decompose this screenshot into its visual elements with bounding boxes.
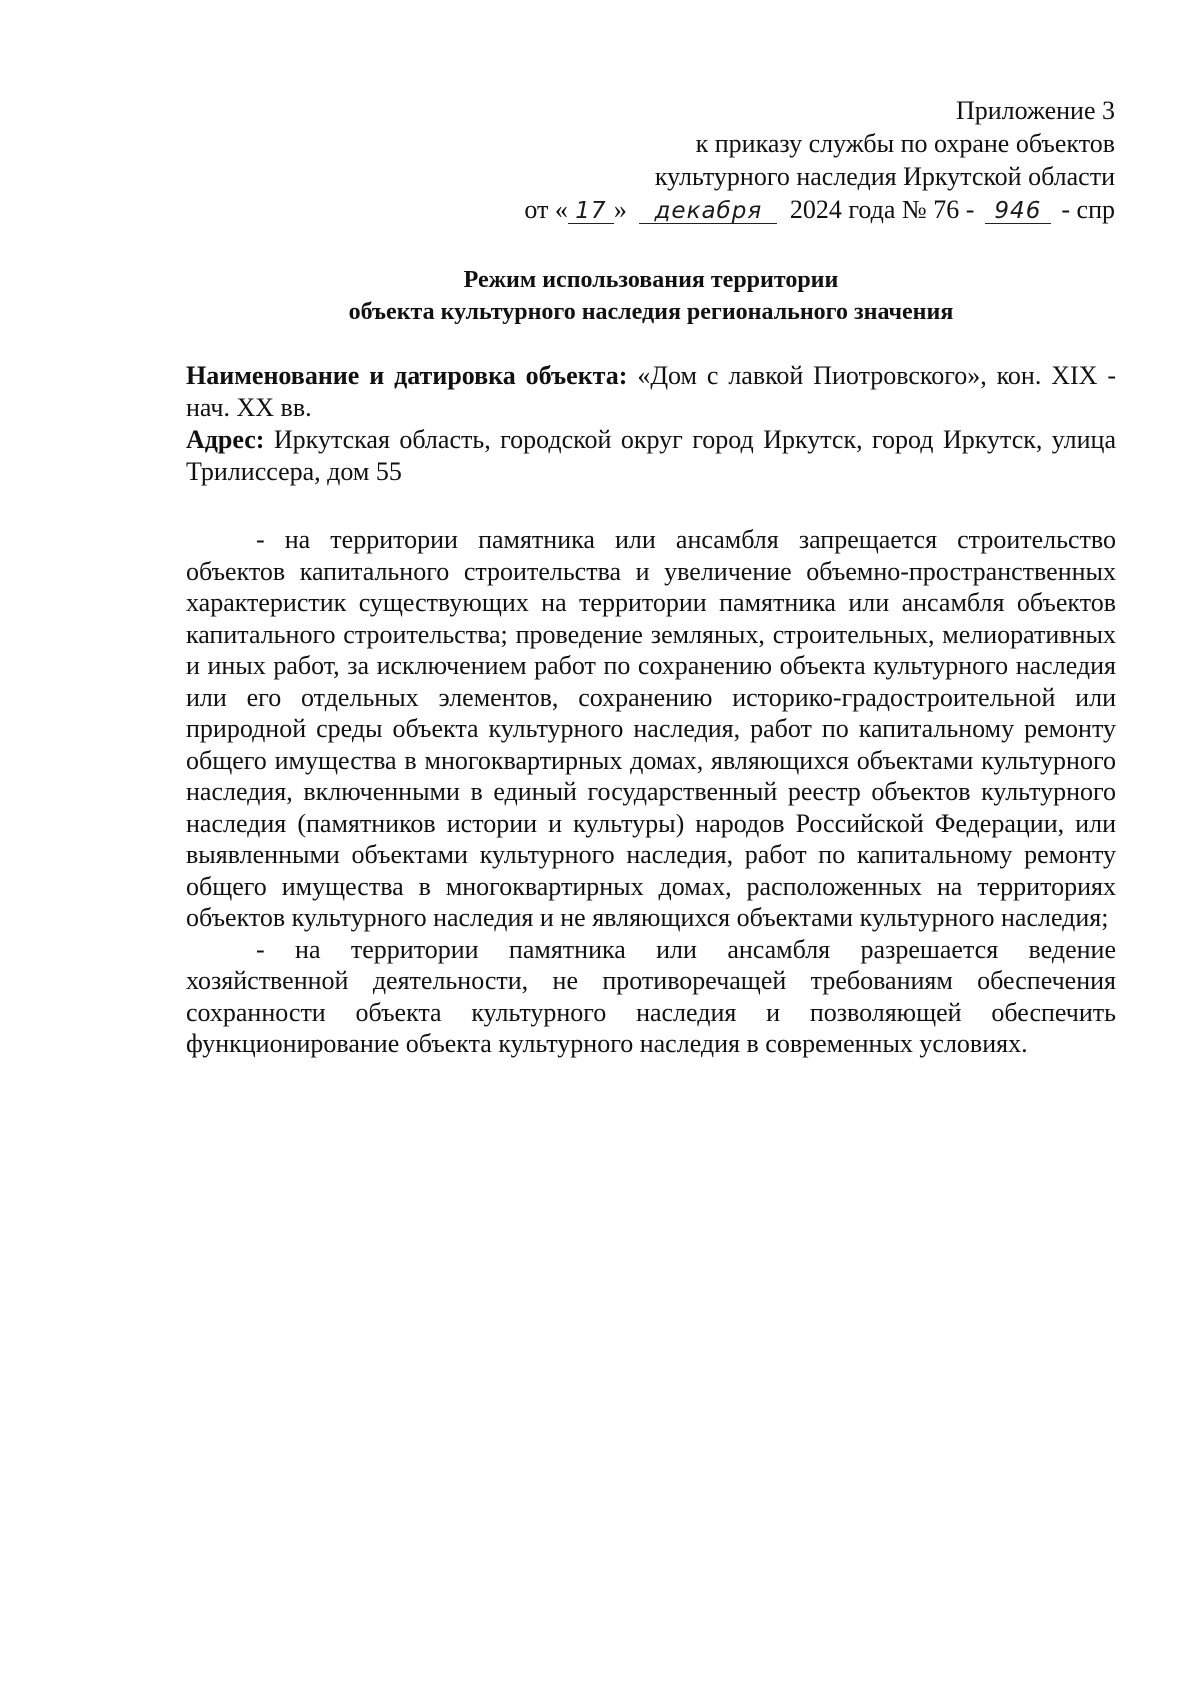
- object-name-row: [186, 360, 1116, 424]
- object-address-value: Иркутская область, городской округ город Иркутск, город Иркутск, улица Трилиссера, дом 55: [186, 425, 1117, 486]
- handwritten-doc-number: 946: [985, 199, 1051, 224]
- object-name-label: Наименование и датировка объекта:: [186, 361, 628, 390]
- paragraph-permission: - на территории памятника или ансамбля разрешается ведение хозяйственной деятельности, не противоречащей требованиям обеспечения сохранности объекта культурного наследия и позволяющей обеспечить функционирование объекта культурного наследия в современных условиях.: [186, 934, 1116, 1058]
- handwritten-month: декабря: [639, 199, 777, 224]
- regime-text: [186, 524, 1116, 1060]
- date-quote-close: »: [613, 195, 627, 224]
- object-address-label: Адрес:: [186, 425, 265, 454]
- object-name-value: «Дом с лавкой Пиотровского», кон. XIX - нач. XX вв.: [186, 361, 1116, 422]
- date-year-text: 2024 года № 76 -: [789, 195, 975, 224]
- paragraph-prohibition: - на территории памятника или ансамбля запрещается строительство объектов капитального строительства и увеличение объемно-пространственных характеристик существующих на территории памятника или ансамбля объектов капитального строительства; проведение земляных, строительных, мелиоративных и иных работ, за исключением работ по сохранению объекта культурного наследия или его отдельных элементов, сохранению историко-градостроительной или природной среды объекта культурного наследия, работ по капитальному ремонту общего имущества в многоквартирных домах, являющихся объектами культурного наследия, включенными в единый государственный реестр объектов культурного наследия (памятников истории и культуры) народов Российской Федерации, или выявленными объектами культурного наследия, работ по капитальному ремонту общего имущества в многоквартирных домах, расположенных на территориях объектов культурного наследия и не являющихся объектами культурного наследия;: [186, 525, 1116, 932]
- appendix-number: Приложение 3: [955, 96, 1115, 125]
- document-title: [186, 264, 1116, 328]
- object-info: [186, 360, 1116, 488]
- appendix-order-ref: к приказу службы по охране объектов: [695, 129, 1115, 158]
- appendix-date-line: [524, 193, 1115, 226]
- handwritten-day: 17: [568, 199, 614, 224]
- appendix-header: [524, 94, 1115, 226]
- date-suffix: - спр: [1061, 195, 1115, 224]
- appendix-authority: культурного наследия Иркутской области: [654, 162, 1115, 191]
- date-prefix: от «: [524, 195, 568, 224]
- object-address-row: [186, 424, 1116, 488]
- title-line-2: объекта культурного наследия регионального значения: [348, 299, 954, 325]
- title-line-1: Режим использования территории: [463, 267, 839, 293]
